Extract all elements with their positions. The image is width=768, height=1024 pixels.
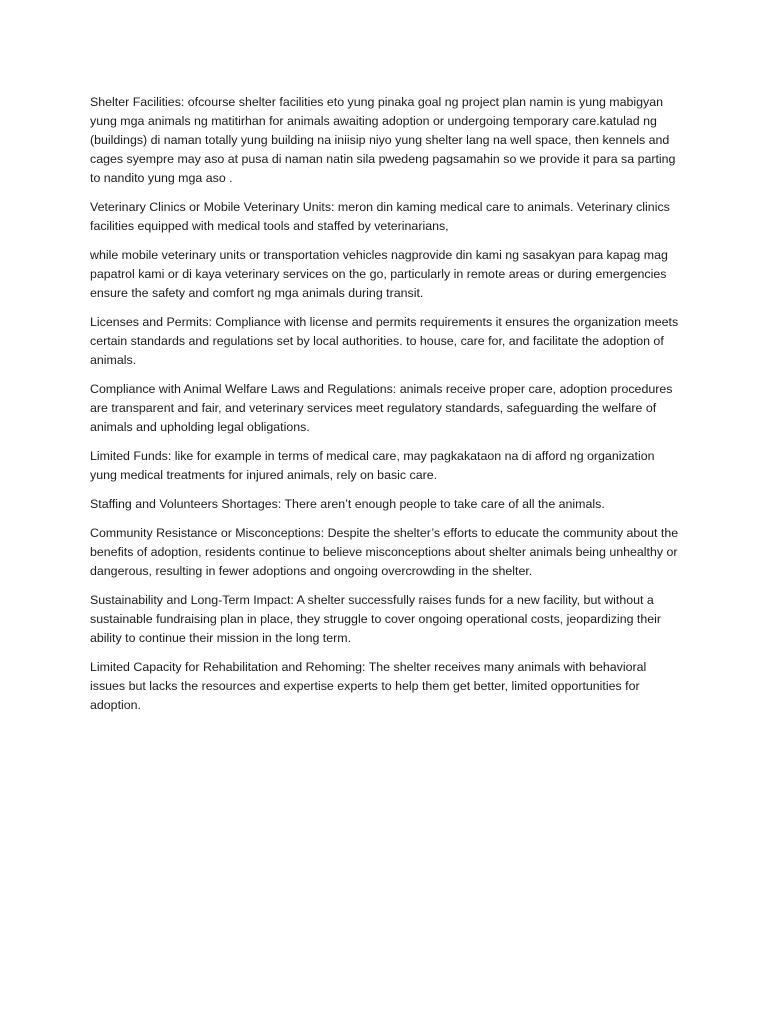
paragraph-shelter-facilities: Shelter Facilities: ofcourse shelter facilities eto yung pinaka goal ng project plan namin is yung mabigyan yung mga animals ng matitirhan for animals awaiting adoption or undergoing temporary care.katulad ng (buildings) di naman totally yung building na iniisip niyo yung shelter lang na well space, then kennels and cages syempre may aso at pusa di naman natin sila pwedeng pagsamahin so we provide it para sa parting to nandito yung mga aso . [90, 95, 676, 185]
paragraph-staffing-shortages: Staffing and Volunteers Shortages: There aren’t enough people to take care of all the animals. [90, 497, 605, 511]
paragraph-veterinary-clinics: Veterinary Clinics or Mobile Veterinary Units: meron din kaming medical care to animals. Veterinary clinics facilities equipped with medical tools and staffed by veterinarians, [90, 200, 670, 233]
paragraph-community-resistance: Community Resistance or Misconceptions: Despite the shelter’s efforts to educate the community about the benefits of adoption, residents continue to believe misconceptions about shelter animals being unhealthy or dangerous, resulting in fewer adoptions and ongoing overcrowding in the shelter. [90, 526, 679, 578]
paragraph-limited-funds: Limited Funds: like for example in terms of medical care, may pagkakataon na di afford ng organization yung medical treatments for injured animals, rely on basic care. [90, 449, 655, 482]
document-body [90, 93, 682, 725]
paragraph-animal-welfare-compliance: Compliance with Animal Welfare Laws and Regulations: animals receive proper care, adoption procedures are transparent and fair, and veterinary services meet regulatory standards, safeguarding the welfare of animals and upholding legal obligations. [90, 382, 673, 434]
paragraph-sustainability: Sustainability and Long-Term Impact: A shelter successfully raises funds for a new facility, but without a sustainable fundraising plan in place, they struggle to cover ongoing operational costs, jeopardizing their ability to continue their mission in the long term. [90, 593, 662, 645]
paragraph-limited-capacity: Limited Capacity for Rehabilitation and Rehoming: The shelter receives many animals with behavioral issues but lacks the resources and expertise experts to help them get better, limited opportunities for adoption. [90, 660, 647, 712]
paragraph-mobile-veterinary-units: while mobile veterinary units or transportation vehicles nagprovide din kami ng sasakyan para kapag mag papatrol kami or di kaya veterinary services on the go, particularly in remote areas or during emergencies ensure the safety and comfort ng mga animals during transit. [90, 248, 668, 300]
paragraph-licenses-permits: Licenses and Permits: Compliance with license and permits requirements it ensures the organization meets certain standards and regulations set by local authorities. to house, care for, and facilitate the adoption of animals. [90, 315, 679, 367]
